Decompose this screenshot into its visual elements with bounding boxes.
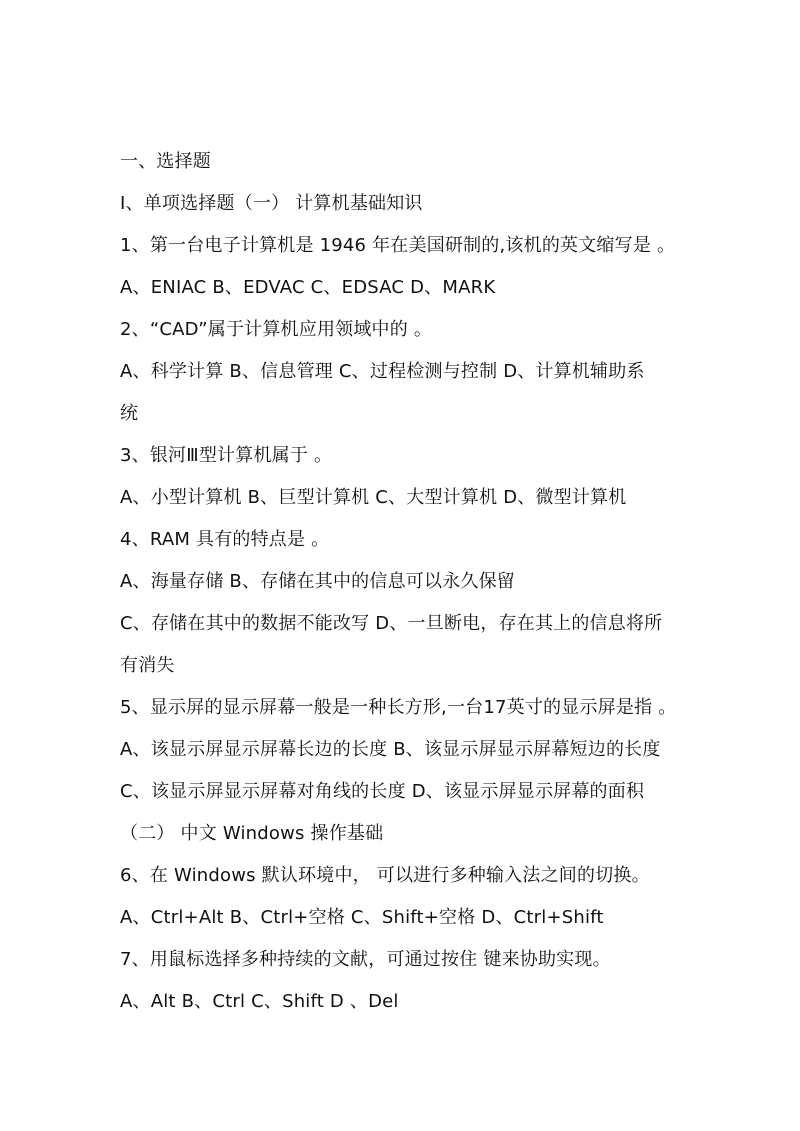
question-7: 7、用鼠标选择多种持续的文献，可通过按住 键来协助实现。 — [120, 949, 611, 970]
question-5-options-line-1: A、该显示屏显示屏幕长边的长度 B、该显示屏显示屏幕短边的长度 — [120, 739, 661, 760]
question-1-options: A、ENIAC B、EDVAC C、EDSAC D、MARK — [120, 277, 496, 298]
question-5-options-line-2: C、该显示屏显示屏幕对角线的长度 D、该显示屏显示屏幕的面积 — [120, 781, 645, 802]
question-6: 6、在 Windows 默认环境中， 可以进行多种输入法之间的切换。 — [120, 865, 650, 886]
subsection-title-2: （二） 中文 Windows 操作基础 — [120, 823, 384, 844]
question-3: 3、银河Ⅲ型计算机属于 。 — [120, 445, 333, 466]
question-4-options-line-2: C、存储在其中的数据不能改写 D、一旦断电，存在其上的信息将所 — [120, 613, 663, 634]
question-4: 4、RAM 具有的特点是 。 — [120, 529, 330, 550]
question-4-options-line-3: 有消失 — [120, 655, 175, 676]
section-title: 一、选择题 — [120, 151, 211, 172]
question-7-options: A、Alt B、Ctrl C、Shift D 、Del — [120, 991, 399, 1012]
question-4-options-line-1: A、海量存储 B、存储在其中的信息可以永久保留 — [120, 571, 515, 592]
question-5: 5、显示屏的显示屏幕一般是一种长方形,一台17英寸的显示屏是指 。 — [120, 697, 677, 718]
question-1: 1、第一台电子计算机是 1946 年在美国研制的,该机的英文缩写是 。 — [120, 235, 676, 256]
question-6-options: A、Ctrl+Alt B、Ctrl+空格 C、Shift+空格 D、Ctrl+Shift — [120, 907, 604, 928]
question-3-options: A、小型计算机 B、巨型计算机 C、大型计算机 D、微型计算机 — [120, 487, 627, 508]
question-2: 2、“CAD”属于计算机应用领域中的 。 — [120, 319, 433, 340]
question-2-options-line-2: 统 — [120, 403, 139, 424]
question-2-options-line-1: A、科学计算 B、信息管理 C、过程检测与控制 D、计算机辅助系 — [120, 361, 645, 382]
subsection-title-1: Ⅰ、单项选择题（一） 计算机基础知识 — [120, 193, 423, 214]
